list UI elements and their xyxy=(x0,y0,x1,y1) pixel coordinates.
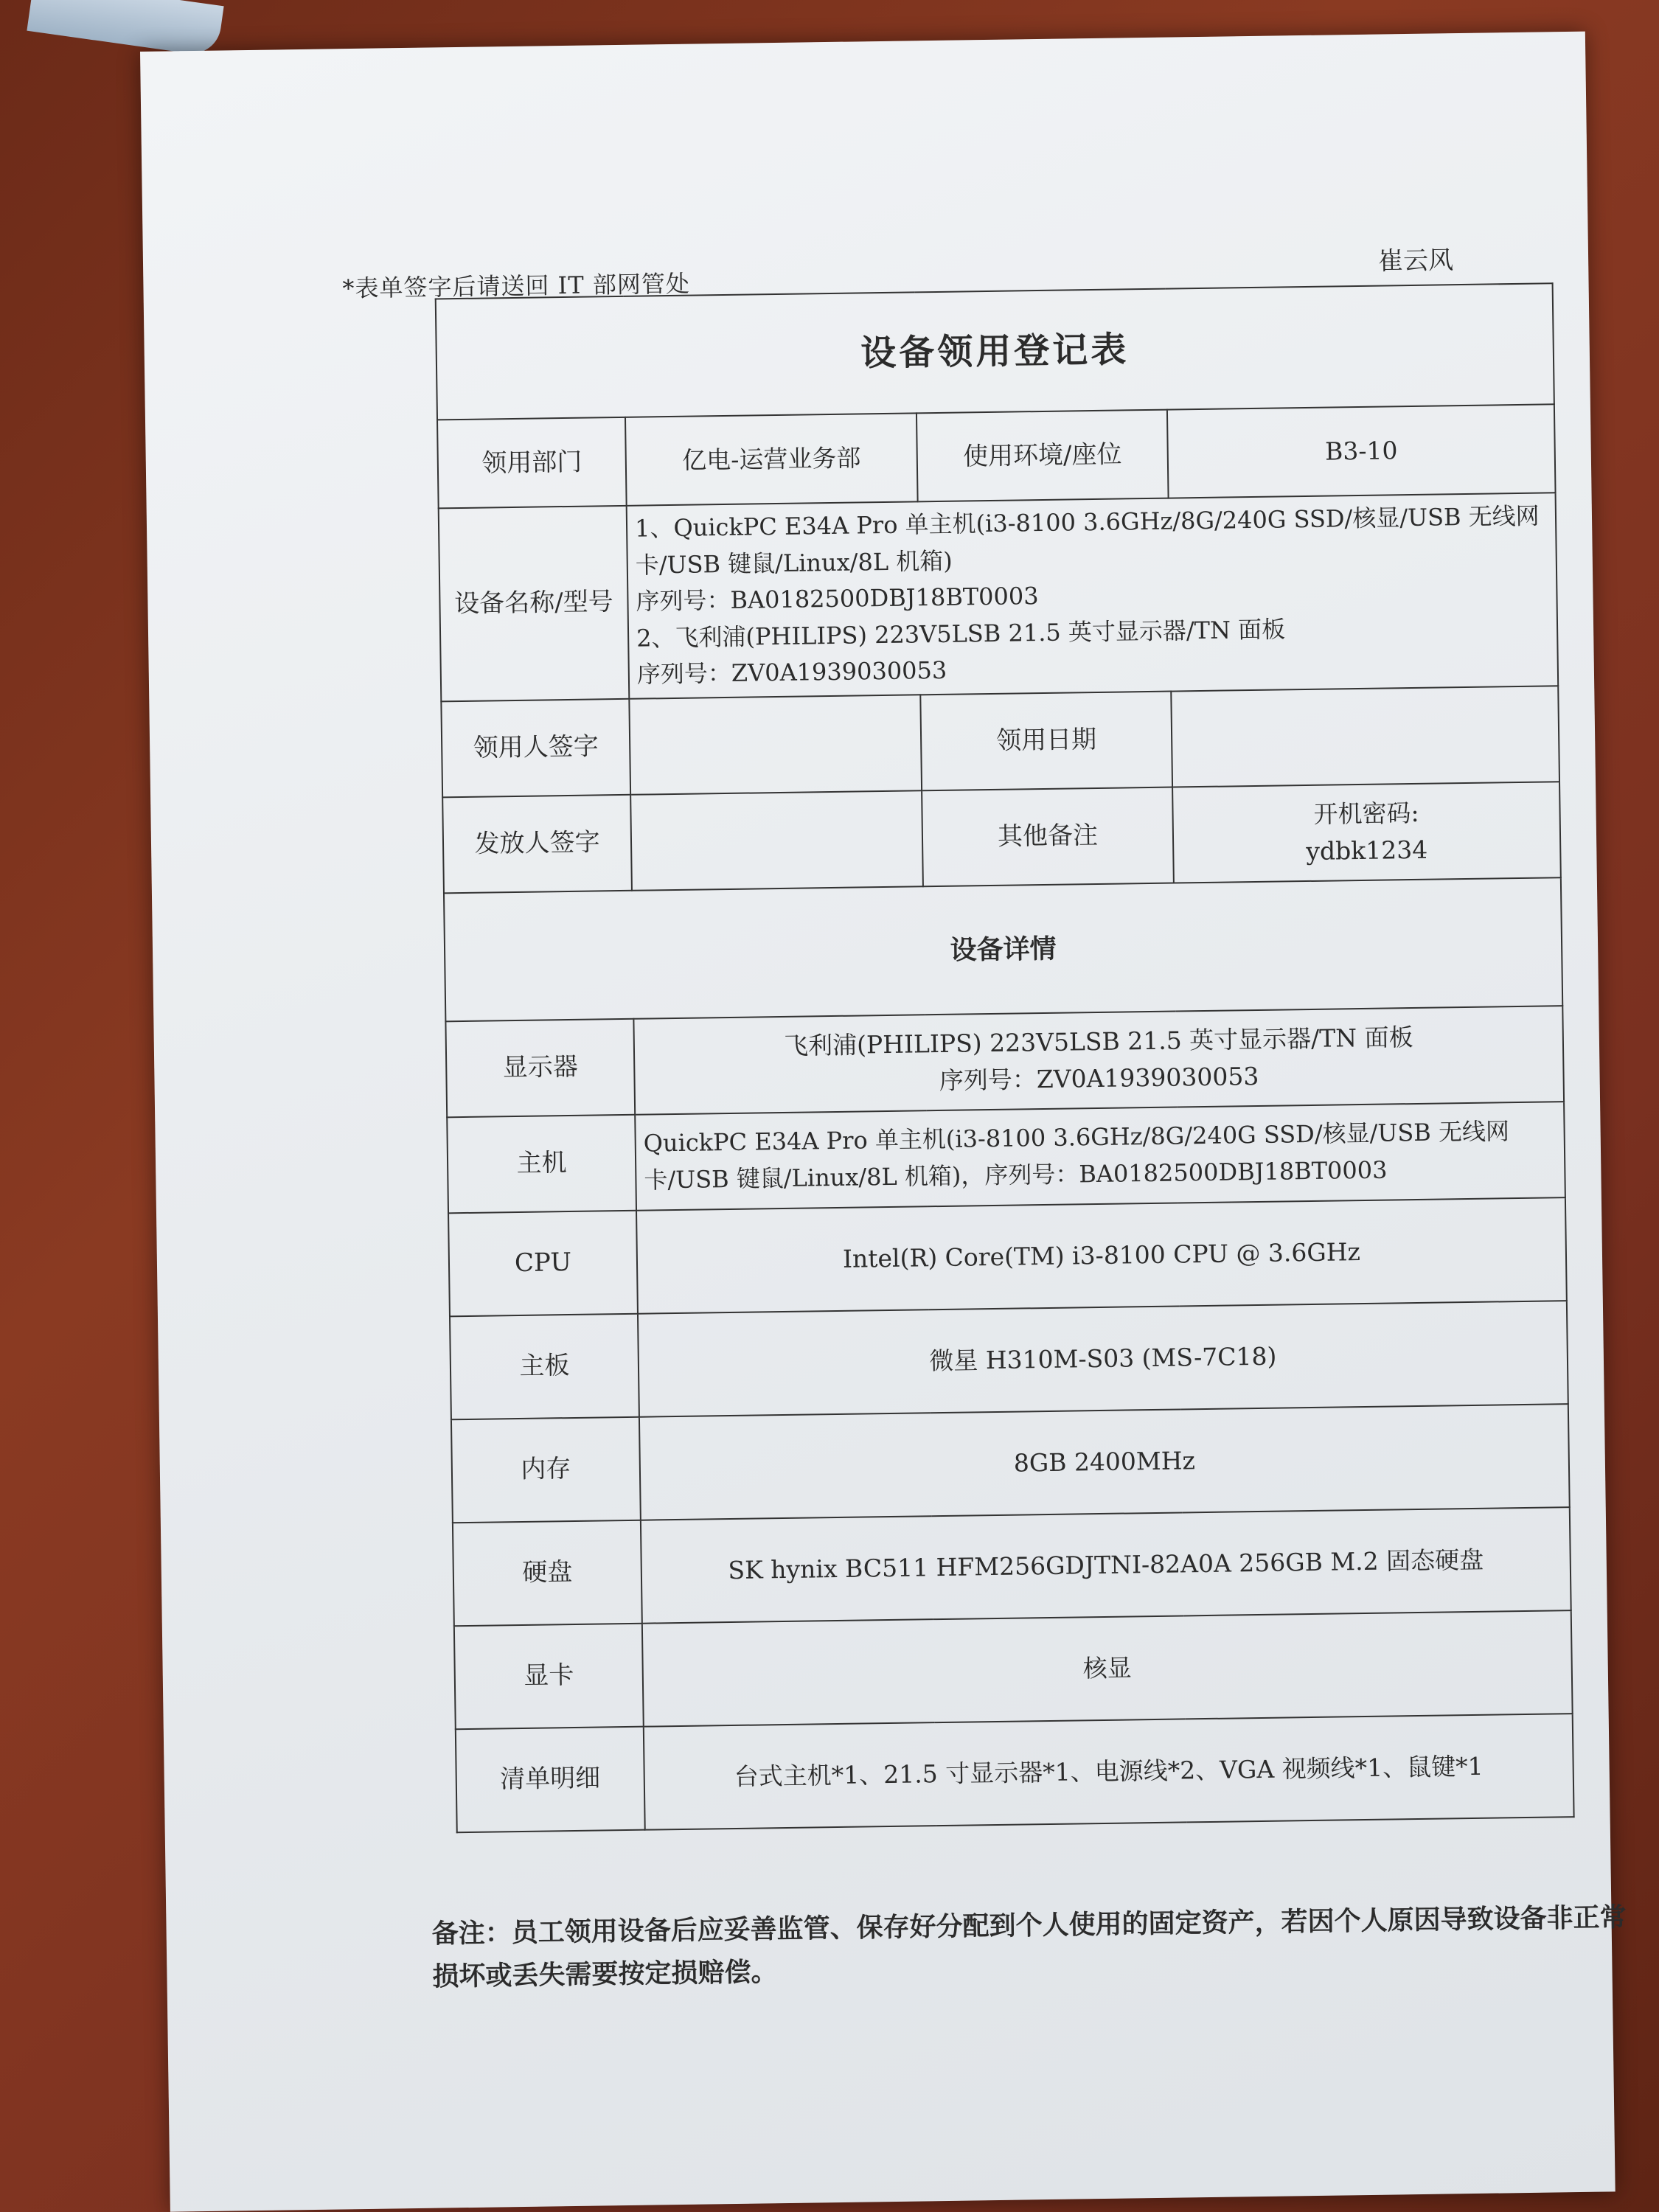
remarks-label: 其他备注 xyxy=(922,787,1174,887)
device-line-3: 2、飞利浦(PHILIPS) 223V5LSB 21.5 英寸显示器/TN 面板 xyxy=(636,615,1286,653)
monitor-line-1: 飞利浦(PHILIPS) 223V5LSB 21.5 英寸显示器/TN 面板 xyxy=(783,1023,1413,1061)
remarks-value xyxy=(1172,782,1561,883)
gpu-label: 显卡 xyxy=(454,1624,644,1730)
footer-note: 备注：员工领用设备后应妥善监管、保存好分配到个人使用的固定资产，若因个人原因导致设备非正常损坏或丢失需要按定损赔偿。 xyxy=(431,1902,1627,1992)
issuer-sign-field[interactable] xyxy=(630,790,923,891)
env-value: B3-10 xyxy=(1167,404,1556,498)
monitor-label: 显示器 xyxy=(445,1019,635,1118)
host-value: QuickPC E34A Pro 单主机(i3-8100 3.6GHz/8G/240G SSD/核显/USB 无线网卡/USB 键鼠/Linux/8L 机箱)，序列号：BA0182500DBJ18BT0003 xyxy=(635,1102,1565,1211)
receive-date-field[interactable] xyxy=(1171,686,1559,787)
receiver-sign-label: 领用人签字 xyxy=(441,699,630,798)
ram-label: 内存 xyxy=(451,1417,641,1523)
remarks-line-2: ydbk1234 xyxy=(1306,835,1428,866)
device-label: 设备名称/型号 xyxy=(439,506,630,702)
zipper-pull xyxy=(27,0,223,58)
form-title: 设备领用登记表 xyxy=(436,283,1554,420)
issuer-sign-label: 发放人签字 xyxy=(442,795,632,894)
disk-value: SK hynix BC511 HFM256GDJTNI-82A0A 256GB M.2 固态硬盘 xyxy=(641,1507,1571,1624)
device-line-2: 序列号：BA0182500DBJ18BT0003 xyxy=(636,582,1039,616)
host-label: 主机 xyxy=(447,1115,636,1214)
handwritten-name: 崔云风 xyxy=(1377,246,1454,276)
return-instruction: *表单签字后请送回 IT 部网管处 xyxy=(342,269,691,303)
list-value: 台式主机*1、21.5 寸显示器*1、电源线*2、VGA 视频线*1、鼠键*1 xyxy=(644,1714,1574,1830)
board-label: 主板 xyxy=(450,1314,639,1420)
board-value: 微星 H310M-S03 (MS-7C18) xyxy=(638,1301,1568,1417)
disk-label: 硬盘 xyxy=(453,1520,642,1627)
device-value xyxy=(627,493,1559,699)
receiver-sign-field[interactable] xyxy=(629,695,922,795)
receive-date-label: 领用日期 xyxy=(920,692,1172,791)
equipment-form-table xyxy=(435,282,1575,1833)
gpu-value: 核显 xyxy=(642,1610,1573,1727)
cpu-label: CPU xyxy=(448,1211,638,1317)
list-label: 清单明细 xyxy=(456,1727,645,1833)
device-line-4: 序列号：ZV0A1939030053 xyxy=(636,656,947,689)
remarks-line-1: 开机密码: xyxy=(1313,799,1419,830)
env-label: 使用环境/座位 xyxy=(917,410,1169,502)
monitor-line-2: 序列号：ZV0A1939030053 xyxy=(939,1061,1259,1095)
ram-value: 8GB 2400MHz xyxy=(639,1404,1570,1520)
cpu-value: Intel(R) Core(TM) i3-8100 CPU @ 3.6GHz xyxy=(636,1197,1567,1314)
paper-sheet xyxy=(140,32,1627,2212)
dept-value: 亿电-运营业务部 xyxy=(625,413,918,506)
monitor-value xyxy=(633,1006,1564,1115)
device-line-1: 1、QuickPC E34A Pro 单主机(i3-8100 3.6GHz/8G/240G SSD/核显/USB 无线网卡/USB 键鼠/Linux/8L 机箱) xyxy=(634,501,1540,580)
dept-label: 领用部门 xyxy=(437,417,627,509)
details-title: 设备详情 xyxy=(444,877,1562,1021)
